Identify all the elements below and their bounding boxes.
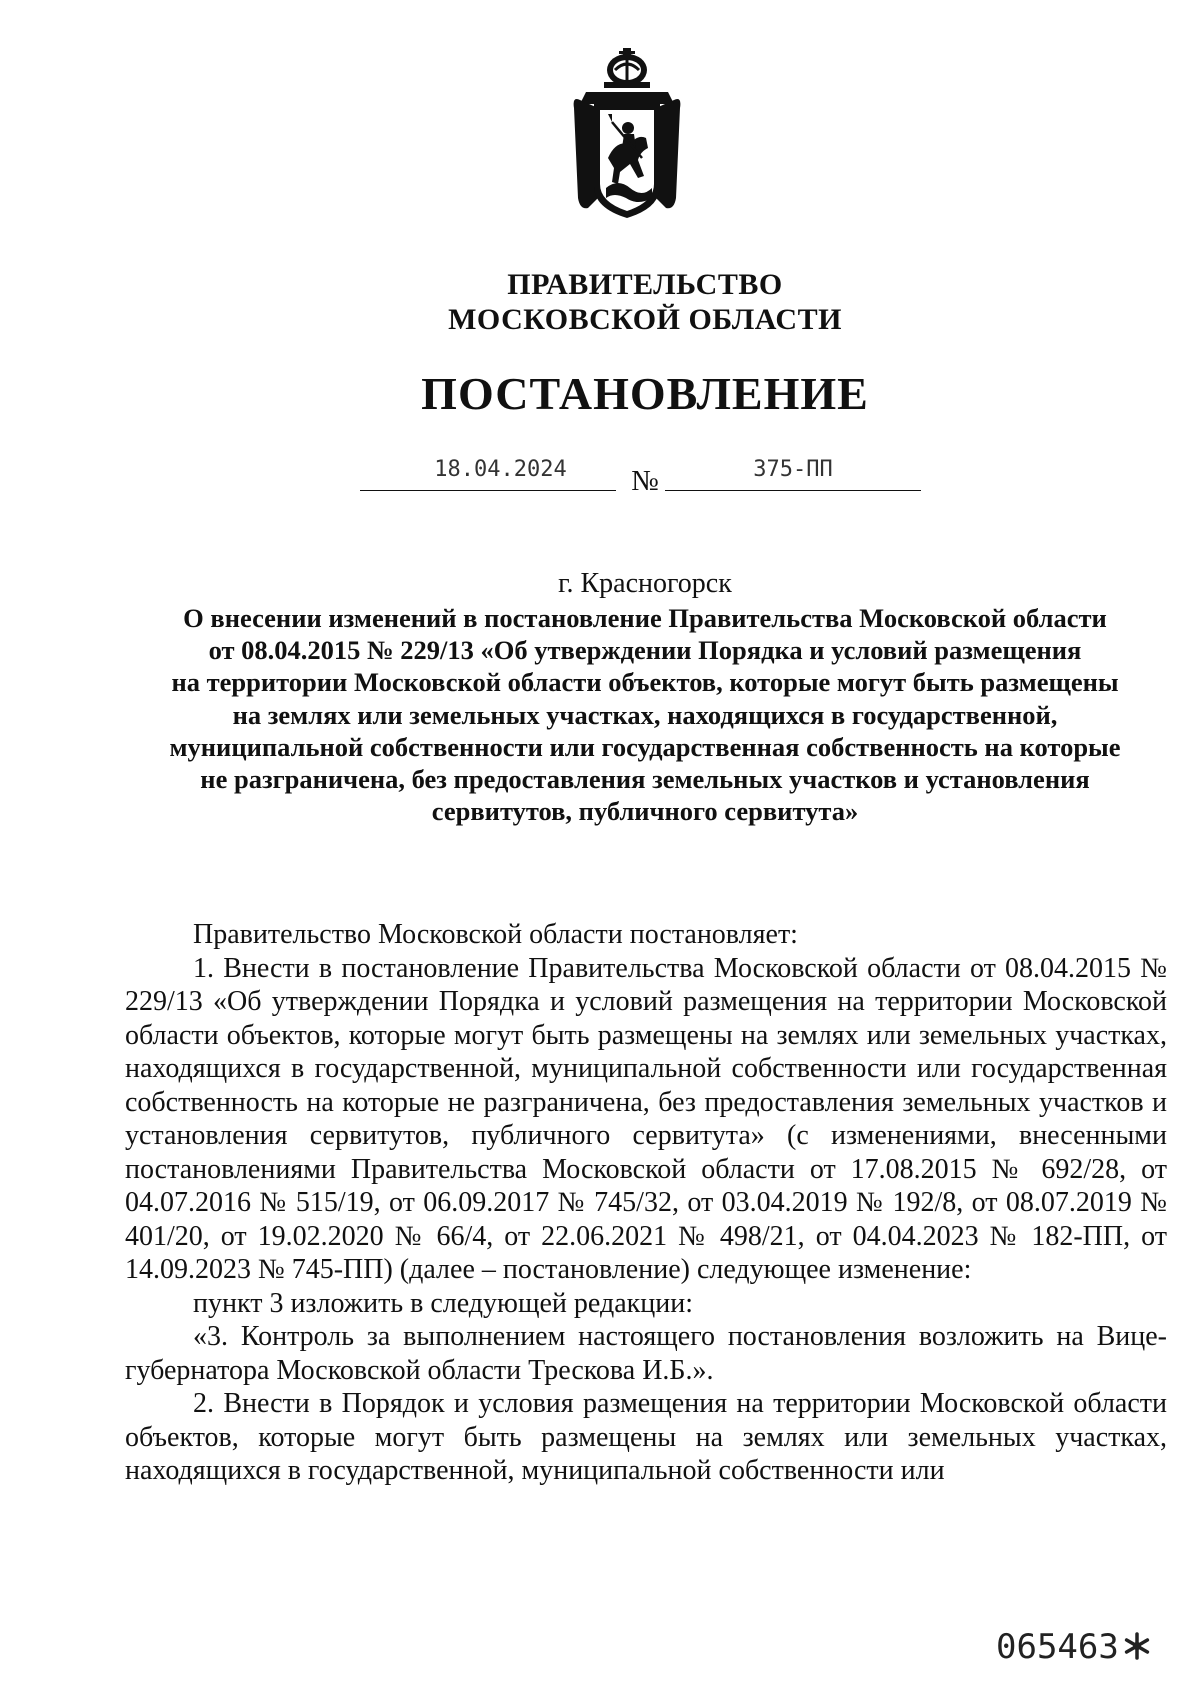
body-intro: Правительство Московской области постановляет: — [193, 919, 798, 950]
document-body — [125, 918, 1167, 1488]
city-name: г. Красногорск — [558, 568, 732, 599]
document-type-title: ПОСТАНОВЛЕНИЕ — [421, 368, 869, 419]
subject-line: на территории Московской области объектов, которые могут быть размещены — [171, 667, 1119, 698]
body-paragraph-1: 1. Внести в постановление Правительства Московской области от 08.04.2015 № 229/13 «Об утверждении Порядка и условий размещения на территории Московской области объектов, которые могут быть размещены на землях или земельных участках, находящихся в государственной, муниципальной собственности или государственная собственность на которые не разграничена, без предоставления земельных участков и установления сервитутов, публичного сервитута» (с изменениями, внесенными постановлениями Правительства Московской области от 17.08.2015 № 692/28, от 04.07.2016 № 515/19, от 06.09.2017 № 745/32, от 03.04.2019 № 192/8, от 08.07.2019 № 401/20, от 19.02.2020 № 66/4, от 22.06.2021 № 498/21, от 04.04.2023 № 182-ПП, от 14.09.2023 № 745-ПП) (далее – постановление) следующее изменение: — [125, 952, 1167, 1285]
asterisk-icon — [1120, 1629, 1154, 1663]
registration-stamp — [996, 1627, 1146, 1677]
organization-name-line1: ПРАВИТЕЛЬСТВО — [507, 268, 783, 301]
body-paragraph-2: пункт 3 изложить в следующей редакции: — [193, 1287, 693, 1319]
stamp-number: 065463 — [996, 1627, 1119, 1667]
subject-line: О внесении изменений в постановление Правительства Московской области — [183, 603, 1107, 633]
document-subject — [118, 602, 1172, 827]
body-paragraph-3: «3. Контроль за выполнением настоящего постановления возложить на Вице-губернатора Московской области Трескова И.Б.». — [125, 1321, 1167, 1386]
subject-line: сервитутов, публичного сервитута» — [431, 796, 859, 827]
number-sign: № — [631, 465, 659, 497]
subject-line: на землях или земельных участках, находящихся в государственной, — [232, 699, 1058, 730]
document-number: 375-ПП — [753, 457, 833, 482]
coat-of-arms-icon — [568, 48, 686, 223]
document-date: 18.04.2024 — [434, 457, 567, 482]
body-paragraph-4: 2. Внести в Порядок и условия размещения на территории Московской области объектов, которые могут быть размещены на землях или земельных участках, находящихся в государственной, муниципальной собственности или — [125, 1388, 1167, 1486]
number-underline — [665, 490, 921, 491]
organization-name-line2: МОСКОВСКОЙ ОБЛАСТИ — [448, 303, 842, 336]
subject-line: не разграничена, без предоставления земельных участков и установления — [200, 764, 1090, 795]
subject-line: от 08.04.2015 № 229/13 «Об утверждении Порядка и условий размещения — [208, 635, 1082, 666]
date-underline — [360, 490, 616, 491]
subject-line: муниципальной собственности или государственная собственность на которые — [169, 731, 1121, 762]
